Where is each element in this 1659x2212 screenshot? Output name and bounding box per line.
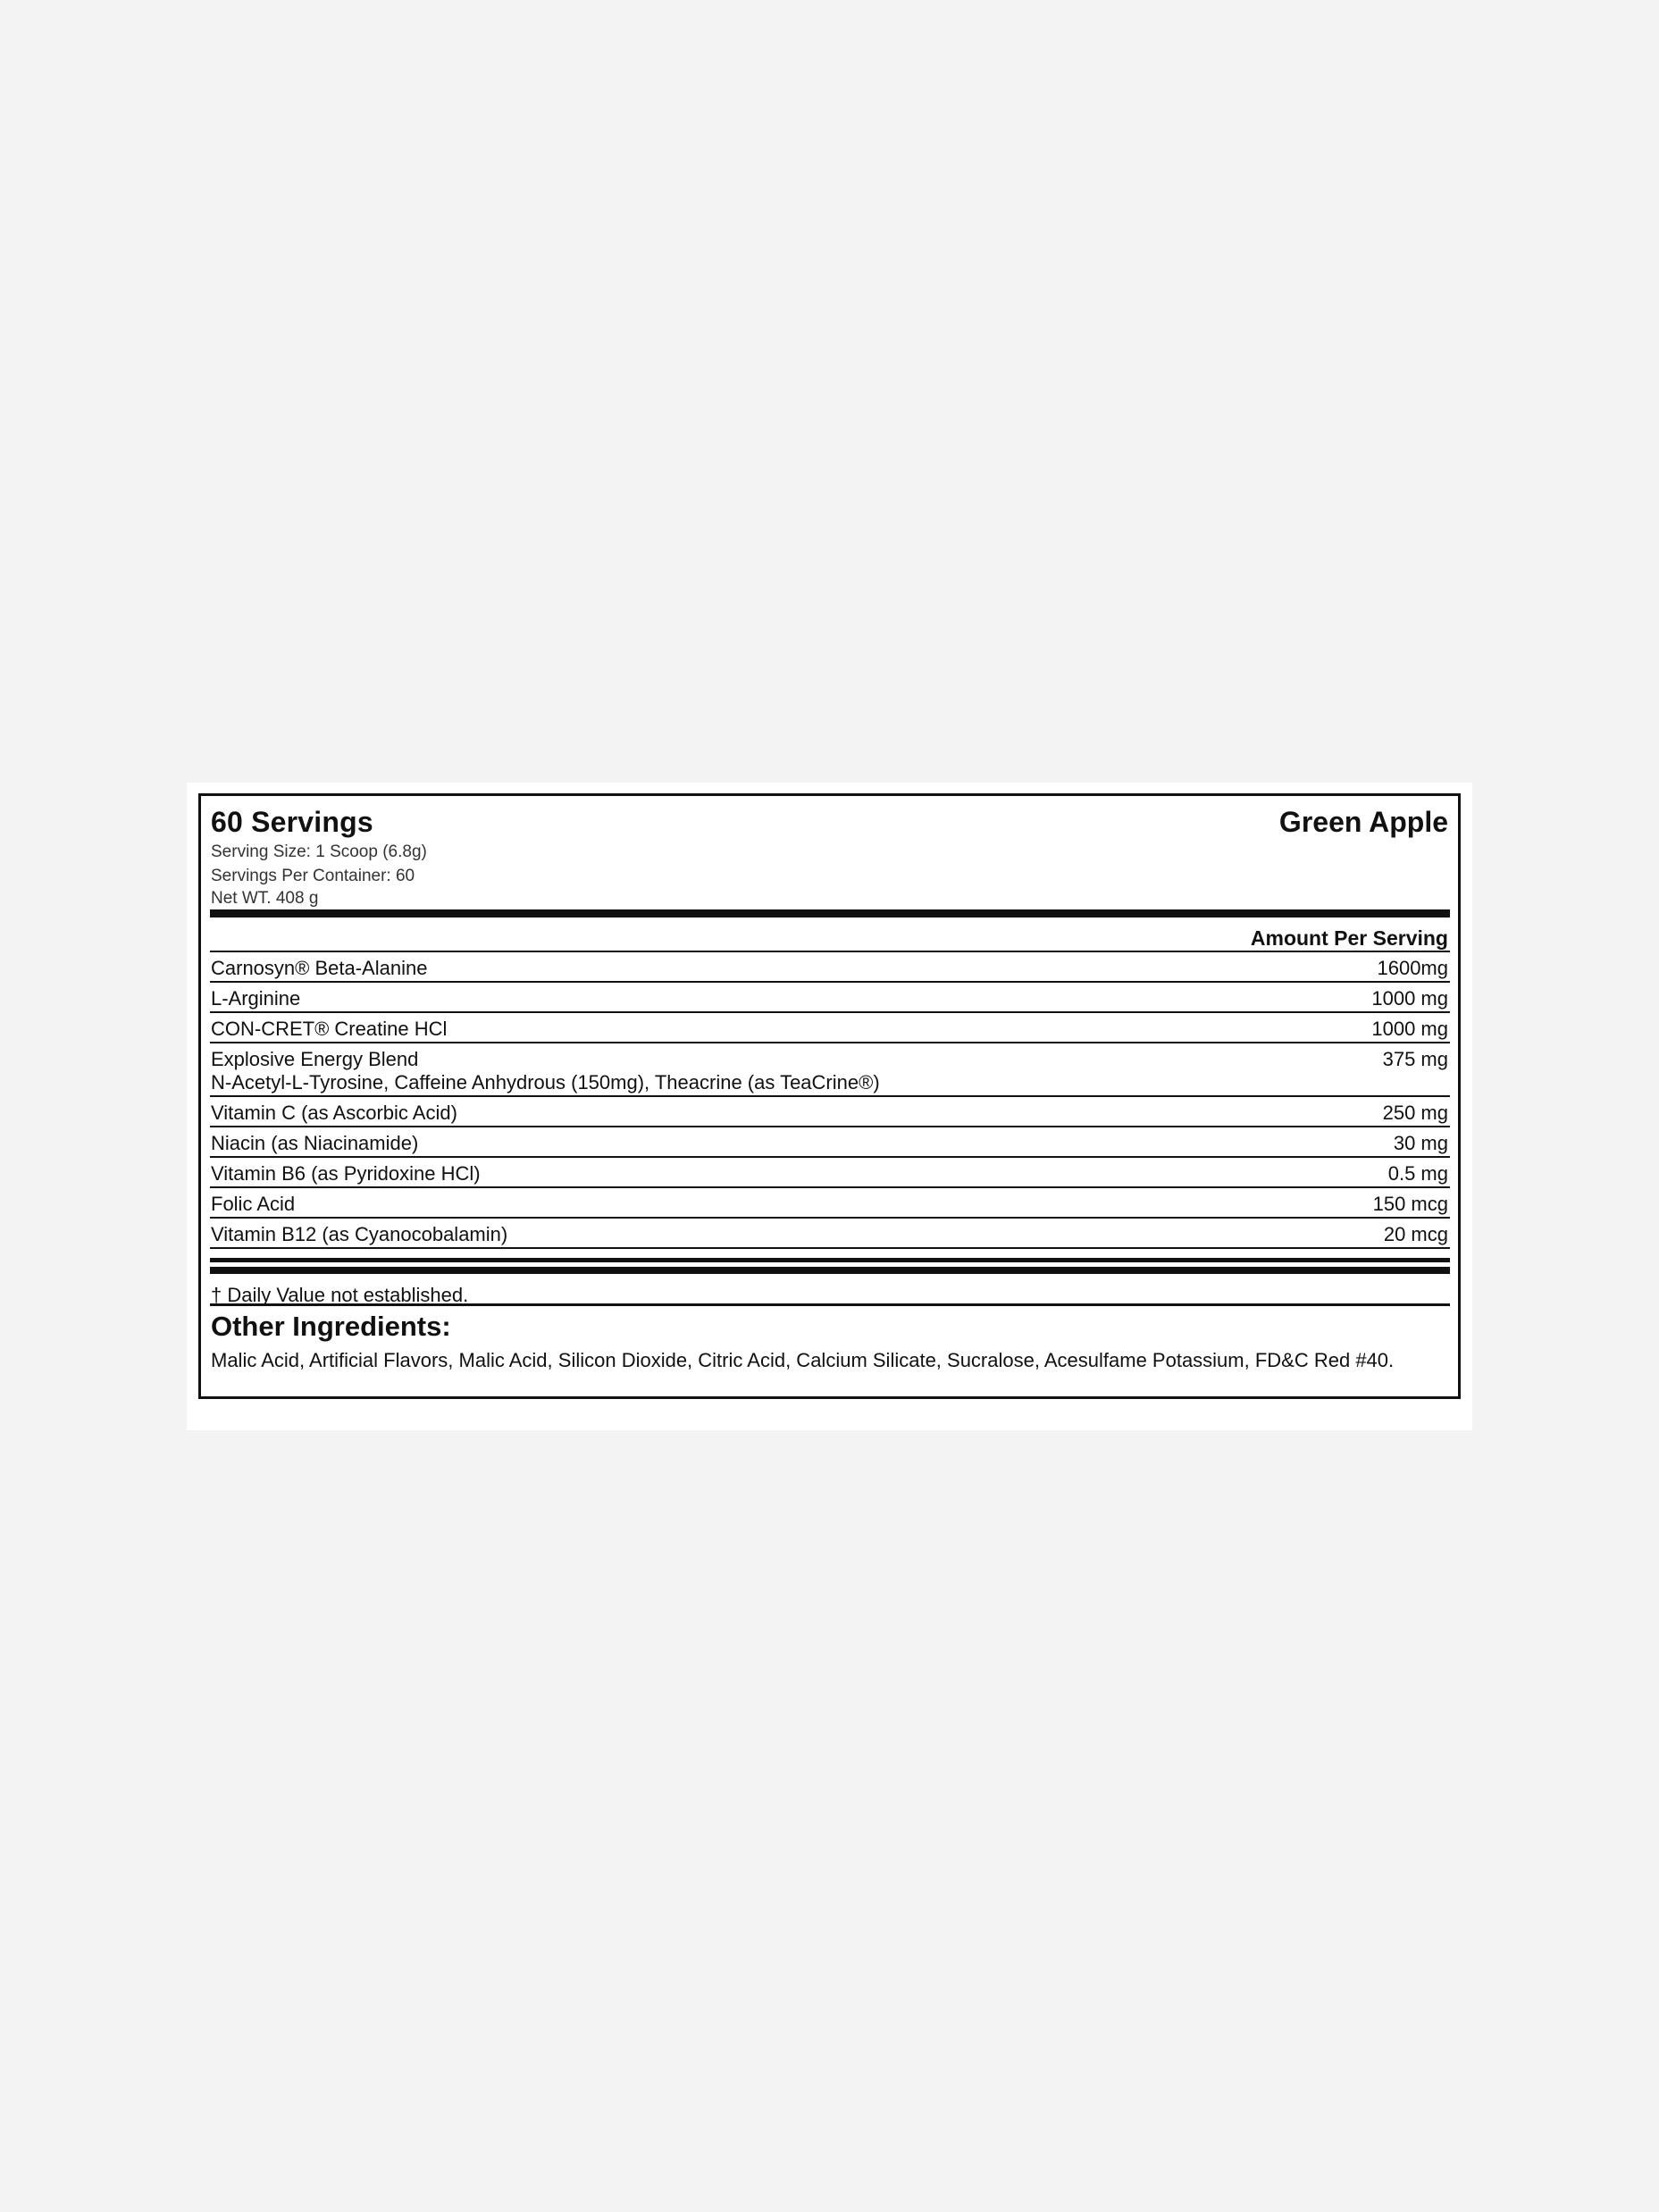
nutrient-row — [210, 1127, 1450, 1158]
nutrient-row — [210, 1188, 1450, 1219]
nutrient-row — [210, 1043, 1450, 1097]
double-divider — [210, 1258, 1450, 1274]
nutrient-row — [210, 952, 1450, 983]
nutrient-amount: 30 mg — [1393, 1132, 1448, 1154]
other-ingredients-text: Malic Acid, Artificial Flavors, Malic Acid, Silicon Dioxide, Citric Acid, Calcium Silicate, Sucralose, Acesulfame Potassium, FD&C Red #40. — [211, 1349, 1395, 1371]
nutrient-amount: 1000 mg — [1371, 1018, 1448, 1040]
thick-divider — [210, 909, 1450, 917]
servings-title: 60 Servings — [211, 806, 373, 838]
nutrient-name: Niacin (as Niacinamide) — [211, 1132, 419, 1154]
nutrient-name: Folic Acid — [211, 1193, 296, 1215]
nutrient-row — [210, 983, 1450, 1013]
nutrient-amount: 20 mcg — [1383, 1223, 1448, 1245]
label-header — [210, 796, 1450, 909]
nutrient-amount: 1600mg — [1377, 957, 1448, 979]
nutrient-name: Vitamin B12 (as Cyanocobalamin) — [211, 1223, 508, 1245]
nutrient-row — [210, 1097, 1450, 1127]
nutrient-amount: 0.5 mg — [1387, 1162, 1448, 1185]
blend-ingredients: N-Acetyl-L-Tyrosine, Caffeine Anhydrous (150mg), Theacrine (as TeaCrine®) — [211, 1071, 880, 1093]
supplement-facts-panel — [198, 793, 1461, 1399]
nutrient-amount: 375 mg — [1382, 1048, 1448, 1070]
daily-value-footnote — [210, 1274, 1450, 1306]
nutrient-amount: 1000 mg — [1371, 987, 1448, 1010]
nutrient-name: CON-CRET® Creatine HCl — [211, 1018, 448, 1040]
nutrient-name: Vitamin C (as Ascorbic Acid) — [211, 1102, 457, 1124]
flavor-name: Green Apple — [1278, 806, 1448, 838]
nutrient-row — [210, 1219, 1450, 1249]
nutrient-name: L-Arginine — [211, 987, 301, 1010]
amount-per-serving-label: Amount Per Serving — [1250, 926, 1448, 950]
serving-size: Serving Size: 1 Scoop (6.8g) — [211, 842, 427, 861]
servings-per-container: Servings Per Container: 60 — [211, 867, 415, 885]
nutrient-row — [210, 1158, 1450, 1188]
net-weight: Net WT. 408 g — [211, 889, 319, 908]
supplement-facts-card — [187, 783, 1472, 1430]
nutrient-name: Carnosyn® Beta-Alanine — [211, 957, 428, 979]
nutrient-row — [210, 1013, 1450, 1043]
other-ingredients-title: Other Ingredients: — [211, 1311, 451, 1342]
nutrient-name: Explosive Energy Blend — [211, 1048, 419, 1070]
daily-value-note: † Daily Value not established. — [211, 1284, 469, 1306]
nutrient-amount: 150 mcg — [1372, 1193, 1448, 1215]
nutrient-name: Vitamin B6 (as Pyridoxine HCl) — [211, 1162, 481, 1185]
nutrient-amount: 250 mg — [1382, 1102, 1448, 1124]
amount-per-serving-header — [210, 917, 1450, 952]
